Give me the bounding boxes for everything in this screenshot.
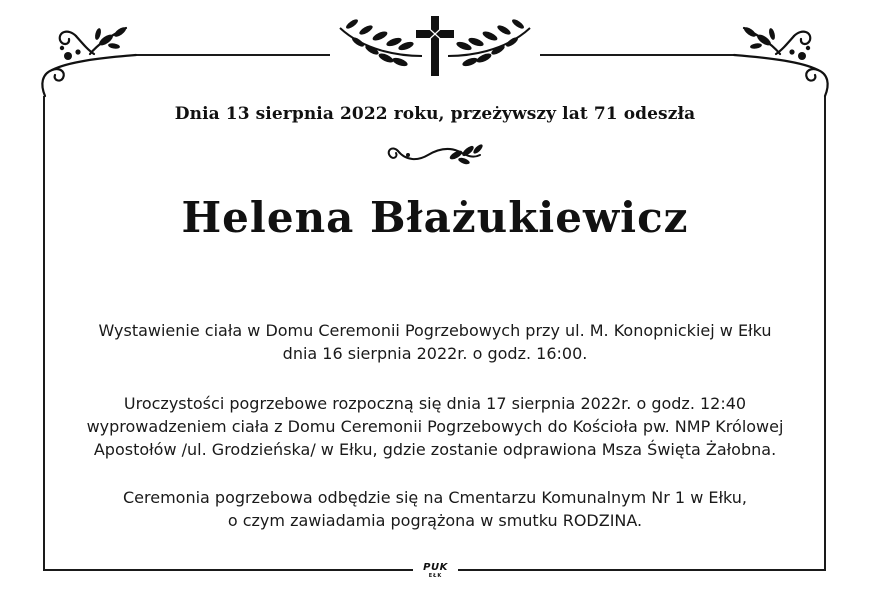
logo-main-text: PUK bbox=[423, 562, 448, 573]
funeral-line-2: wyprowadzeniem ciała z Domu Ceremonii Pogrzebowych do Kościoła pw. NMP Królowej bbox=[86, 417, 784, 436]
frame-bottom-border-left bbox=[43, 569, 413, 571]
frame-left-border bbox=[43, 96, 45, 570]
floral-swirl-corner-icon bbox=[732, 18, 832, 100]
death-announcement-headline: Dnia 13 sierpnia 2022 roku, przeżywszy lat 71 odeszła bbox=[174, 104, 696, 124]
viewing-line-2: dnia 16 sierpnia 2022r. o godz. 16:00. bbox=[282, 344, 588, 363]
funeral-line-3: Apostołów /ul. Grodzieńska/ w Ełku, gdzie zostanie odprawiona Msza Święta Żałobna. bbox=[93, 440, 777, 459]
floral-swirl-corner-icon bbox=[38, 18, 138, 100]
logo-sub-text: EŁK bbox=[428, 573, 443, 579]
viewing-line-1: Wystawienie ciała w Domu Ceremonii Pogrzebowych przy ul. M. Konopnickiej w Ełku bbox=[98, 321, 772, 340]
burial-paragraph bbox=[50, 486, 820, 532]
cross-with-laurel-icon bbox=[336, 12, 534, 78]
frame-right-border bbox=[824, 96, 826, 570]
puk-logo bbox=[413, 562, 458, 579]
funeral-paragraph bbox=[50, 392, 820, 461]
funeral-line-1: Uroczystości pogrzebowe rozpoczną się dnia 17 sierpnia 2022r. o godz. 12:40 bbox=[123, 394, 747, 413]
top-rule-left bbox=[135, 54, 330, 56]
viewing-paragraph bbox=[50, 319, 820, 365]
burial-line-1: Ceremonia pogrzebowa odbędzie się na Cmentarzu Komunalnym Nr 1 w Ełku, bbox=[122, 488, 748, 507]
top-rule-right bbox=[540, 54, 735, 56]
burial-line-2: o czym zawiadamia pogrążona w smutku RODZINA. bbox=[227, 511, 643, 530]
deceased-name: Helena Błażukiewicz bbox=[181, 193, 689, 242]
leaf-swirl-divider-icon bbox=[384, 141, 486, 169]
frame-bottom-border-right bbox=[458, 569, 826, 571]
